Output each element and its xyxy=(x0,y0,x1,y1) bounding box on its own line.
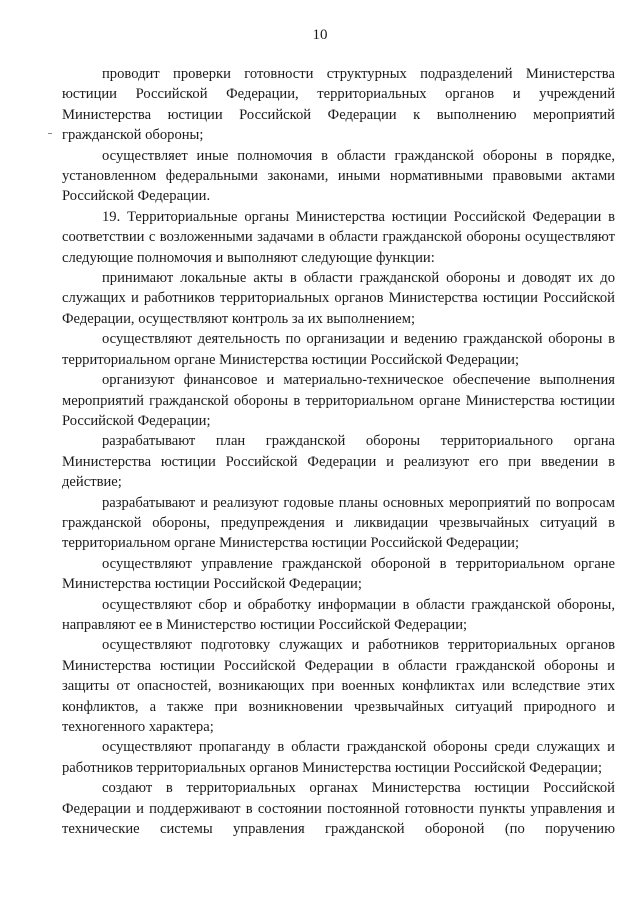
paragraph-annual-plans: разрабатывают и реализуют годовые планы основных мероприятий по вопросам гражданской обороны, предупреждения и ликвидации чрезвычайных ситуаций в территориальном органе Министерства юстиции Российской Федерации; xyxy=(62,494,615,552)
paragraph-readiness-checks: проводит проверки готовности структурных подразделений Министерства юстиции Российской Федерации, территориальных органов и учреждений Министерства юстиции Российской Федерации к выполнению мероприятий гражданской обороны; xyxy=(62,66,615,144)
paragraph-clause-19: 19. Территориальные органы Министерства юстиции Российской Федерации в соответствии с возложенными задачами в области гражданской обороны осуществляют следующие полномочия и выполняют следующие функции: xyxy=(62,208,615,266)
paragraph-other-powers: осуществляет иные полномочия в области гражданской обороны в порядке, установленном федеральными законами, иными нормативными правовыми актами Российской Федерации. xyxy=(62,147,615,205)
scan-artifact xyxy=(48,133,52,134)
paragraph-management: осуществляют управление гражданской обороной в территориальном органе Министерства юстиции Российской Федерации; xyxy=(62,555,615,593)
page-number: 10 xyxy=(312,27,328,43)
paragraph-control-points: создают в территориальных органах Министерства юстиции Российской Федерации и поддерживают в состоянии постоянной готовности пункты управления и технические системы управления гражданской обороной (по поручению xyxy=(62,780,615,838)
paragraph-defense-plan: разрабатывают план гражданской обороны территориального органа Министерства юстиции Российской Федерации и реализуют его при введении в действие; xyxy=(62,433,615,491)
paragraph-organization: осуществляют деятельность по организации и ведению гражданской обороны в территориальном органе Министерства юстиции Российской Федерации; xyxy=(62,331,615,368)
paragraph-propaganda: осуществляют пропаганду в области гражданской обороны среди служащих и работников территориальных органов Министерства юстиции Российской Федерации; xyxy=(62,739,615,776)
paragraph-information: осуществляют сбор и обработку информации в области гражданской обороны, направляют ее в Министерство юстиции Российской Федерации; xyxy=(62,596,615,633)
body-text xyxy=(62,64,615,839)
paragraph-local-acts: принимают локальные акты в области гражданской обороны и доводят их до служащих и работников территориальных органов Министерства юстиции Российской Федерации, осуществляют контроль за их выполнением; xyxy=(62,270,615,327)
paragraph-financing: организуют финансовое и материально-техническое обеспечение выполнения мероприятий гражданской обороны в территориальном органе Министерства юстиции Российской Федерации; xyxy=(62,372,615,429)
paragraph-training: осуществляют подготовку служащих и работников территориальных органов Министерства юстиции Российской Федерации в области гражданской обороны и защиты от опасностей, возникающих при военных конфликтах или вследствие этих конфликтов, а также при возникновении чрезвычайных ситуаций природного и техногенного характера; xyxy=(62,637,615,735)
